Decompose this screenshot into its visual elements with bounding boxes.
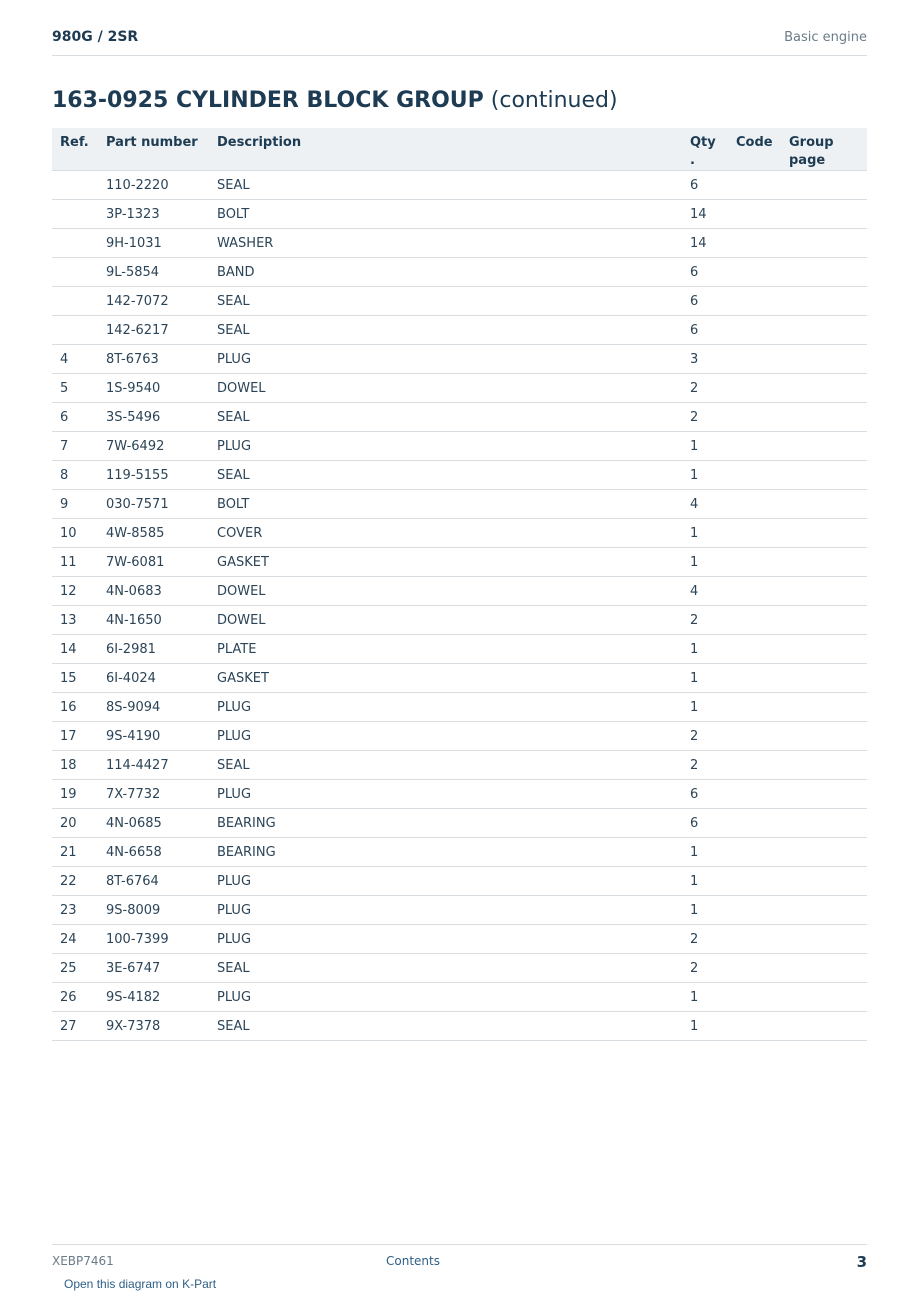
cell-ref (52, 316, 98, 345)
table-row (52, 519, 867, 548)
table-row (52, 374, 867, 403)
cell-qty: 2 (682, 751, 728, 780)
cell-description: BEARING (209, 838, 682, 867)
table-row (52, 954, 867, 983)
table-row (52, 809, 867, 838)
cell-description: BOLT (209, 200, 682, 229)
cell-ref: 12 (52, 577, 98, 606)
table-row (52, 461, 867, 490)
table-row (52, 867, 867, 896)
cell-description: PLUG (209, 896, 682, 925)
cell-part-number: 119-5155 (98, 461, 209, 490)
table-row (52, 490, 867, 519)
cell-description: GASKET (209, 664, 682, 693)
table-row (52, 316, 867, 345)
cell-ref: 26 (52, 983, 98, 1012)
section-label: Basic engine (784, 30, 867, 45)
cell-part-number: 110-2220 (98, 171, 209, 200)
table-row (52, 403, 867, 432)
table-row (52, 983, 867, 1012)
cell-description: PLATE (209, 635, 682, 664)
cell-part-number: 4W-8585 (98, 519, 209, 548)
table-row (52, 432, 867, 461)
cell-part-number: 8T-6763 (98, 345, 209, 374)
cell-code (728, 809, 781, 838)
cell-part-number: 3S-5496 (98, 403, 209, 432)
cell-code (728, 606, 781, 635)
cell-qty: 6 (682, 171, 728, 200)
cell-part-number: 4N-1650 (98, 606, 209, 635)
cell-description: BAND (209, 258, 682, 287)
cell-group-page (781, 229, 867, 258)
cell-qty: 4 (682, 490, 728, 519)
cell-code (728, 229, 781, 258)
cell-code (728, 925, 781, 954)
table-row (52, 606, 867, 635)
cell-group-page (781, 606, 867, 635)
cell-ref: 11 (52, 548, 98, 577)
cell-part-number: 100-7399 (98, 925, 209, 954)
cell-qty: 2 (682, 722, 728, 751)
cell-ref: 20 (52, 809, 98, 838)
cell-part-number: 4N-6658 (98, 838, 209, 867)
table-row (52, 1012, 867, 1041)
cell-code (728, 287, 781, 316)
cell-code (728, 751, 781, 780)
cell-ref: 25 (52, 954, 98, 983)
cell-description: WASHER (209, 229, 682, 258)
cell-qty: 2 (682, 954, 728, 983)
cell-code (728, 577, 781, 606)
table-row (52, 287, 867, 316)
cell-group-page (781, 780, 867, 809)
cell-group-page (781, 374, 867, 403)
cell-code (728, 345, 781, 374)
cell-ref: 13 (52, 606, 98, 635)
cell-part-number: 6I-4024 (98, 664, 209, 693)
cell-group-page (781, 838, 867, 867)
cell-ref: 19 (52, 780, 98, 809)
cell-group-page (781, 432, 867, 461)
page-title (52, 88, 618, 113)
cell-code (728, 374, 781, 403)
cell-part-number: 9S-4182 (98, 983, 209, 1012)
cell-part-number: 6I-2981 (98, 635, 209, 664)
cell-ref: 22 (52, 867, 98, 896)
cell-code (728, 896, 781, 925)
cell-description: PLUG (209, 432, 682, 461)
cell-part-number: 9L-5854 (98, 258, 209, 287)
page-number: 3 (856, 1253, 867, 1271)
cell-qty: 1 (682, 693, 728, 722)
cell-description: SEAL (209, 316, 682, 345)
cell-description: DOWEL (209, 606, 682, 635)
page-header (52, 28, 867, 56)
cell-ref: 14 (52, 635, 98, 664)
cell-code (728, 461, 781, 490)
cell-description: SEAL (209, 171, 682, 200)
cell-group-page (781, 983, 867, 1012)
cell-ref: 10 (52, 519, 98, 548)
cell-part-number: 142-6217 (98, 316, 209, 345)
cell-group-page (781, 664, 867, 693)
cell-description: BOLT (209, 490, 682, 519)
table-row (52, 693, 867, 722)
cell-group-page (781, 548, 867, 577)
cell-qty: 1 (682, 461, 728, 490)
cell-ref (52, 229, 98, 258)
cell-code (728, 432, 781, 461)
cell-group-page (781, 345, 867, 374)
cell-group-page (781, 693, 867, 722)
cell-description: GASKET (209, 548, 682, 577)
cell-part-number: 9H-1031 (98, 229, 209, 258)
cell-code (728, 258, 781, 287)
cell-group-page (781, 751, 867, 780)
cell-qty: 2 (682, 925, 728, 954)
cell-qty: 14 (682, 200, 728, 229)
cell-ref: 18 (52, 751, 98, 780)
table-row (52, 722, 867, 751)
cell-group-page (781, 577, 867, 606)
cell-ref (52, 171, 98, 200)
cell-code (728, 954, 781, 983)
cell-ref: 17 (52, 722, 98, 751)
cell-description: PLUG (209, 983, 682, 1012)
cell-qty: 2 (682, 403, 728, 432)
cell-group-page (781, 867, 867, 896)
cell-qty: 1 (682, 432, 728, 461)
cell-ref: 7 (52, 432, 98, 461)
cell-part-number: 8T-6764 (98, 867, 209, 896)
cell-code (728, 664, 781, 693)
col-code: Code (728, 128, 781, 171)
cell-description: SEAL (209, 403, 682, 432)
cell-qty: 1 (682, 1012, 728, 1041)
cell-description: PLUG (209, 693, 682, 722)
cell-group-page (781, 809, 867, 838)
cell-description: BEARING (209, 809, 682, 838)
cell-ref: 5 (52, 374, 98, 403)
cell-ref (52, 200, 98, 229)
cell-code (728, 693, 781, 722)
cell-ref: 15 (52, 664, 98, 693)
cell-group-page (781, 722, 867, 751)
cell-ref (52, 258, 98, 287)
table-row (52, 229, 867, 258)
table-row (52, 258, 867, 287)
cell-qty: 6 (682, 287, 728, 316)
cell-part-number: 4N-0685 (98, 809, 209, 838)
cell-part-number: 030-7571 (98, 490, 209, 519)
cell-part-number: 9S-8009 (98, 896, 209, 925)
kpart-link[interactable]: Open this diagram on K-Part (64, 1277, 217, 1291)
cell-code (728, 838, 781, 867)
cell-code (728, 1012, 781, 1041)
cell-part-number: 114-4427 (98, 751, 209, 780)
cell-ref: 23 (52, 896, 98, 925)
cell-qty: 1 (682, 838, 728, 867)
cell-group-page (781, 519, 867, 548)
cell-group-page (781, 316, 867, 345)
cell-qty: 1 (682, 664, 728, 693)
cell-description: SEAL (209, 287, 682, 316)
cell-qty: 1 (682, 896, 728, 925)
cell-ref: 9 (52, 490, 98, 519)
parts-table (52, 128, 867, 1041)
cell-description: SEAL (209, 461, 682, 490)
cell-group-page (781, 287, 867, 316)
cell-part-number: 142-7072 (98, 287, 209, 316)
cell-part-number: 9S-4190 (98, 722, 209, 751)
cell-code (728, 635, 781, 664)
cell-part-number: 7W-6081 (98, 548, 209, 577)
cell-description: DOWEL (209, 374, 682, 403)
cell-qty: 6 (682, 780, 728, 809)
cell-ref: 21 (52, 838, 98, 867)
cell-group-page (781, 171, 867, 200)
cell-qty: 1 (682, 867, 728, 896)
cell-part-number: 8S-9094 (98, 693, 209, 722)
cell-group-page (781, 925, 867, 954)
group-title: 163-0925 CYLINDER BLOCK GROUP (52, 88, 484, 113)
cell-group-page (781, 258, 867, 287)
cell-ref: 4 (52, 345, 98, 374)
continued-label: (continued) (490, 88, 618, 113)
cell-qty: 1 (682, 548, 728, 577)
table-row (52, 171, 867, 200)
cell-group-page (781, 403, 867, 432)
cell-ref: 16 (52, 693, 98, 722)
cell-qty: 14 (682, 229, 728, 258)
col-description: Description (209, 128, 682, 171)
cell-part-number: 7W-6492 (98, 432, 209, 461)
table-header-row (52, 128, 867, 171)
cell-code (728, 983, 781, 1012)
table-row (52, 925, 867, 954)
cell-description: PLUG (209, 345, 682, 374)
contents-link[interactable]: Contents (386, 1254, 440, 1268)
cell-group-page (781, 490, 867, 519)
cell-code (728, 316, 781, 345)
cell-group-page (781, 461, 867, 490)
table-row (52, 548, 867, 577)
cell-part-number: 7X-7732 (98, 780, 209, 809)
cell-part-number: 4N-0683 (98, 577, 209, 606)
cell-part-number: 3E-6747 (98, 954, 209, 983)
col-ref: Ref. (52, 128, 98, 171)
cell-description: SEAL (209, 954, 682, 983)
cell-description: PLUG (209, 925, 682, 954)
cell-part-number: 9X-7378 (98, 1012, 209, 1041)
table-row (52, 664, 867, 693)
cell-part-number: 1S-9540 (98, 374, 209, 403)
cell-qty: 1 (682, 983, 728, 1012)
cell-group-page (781, 1012, 867, 1041)
cell-qty: 2 (682, 374, 728, 403)
cell-code (728, 548, 781, 577)
col-group-page: Group page (781, 128, 867, 171)
cell-qty: 6 (682, 258, 728, 287)
cell-description: DOWEL (209, 577, 682, 606)
cell-code (728, 200, 781, 229)
cell-qty: 2 (682, 606, 728, 635)
table-row (52, 577, 867, 606)
model-label: 980G / 2SR (52, 29, 139, 45)
cell-group-page (781, 896, 867, 925)
table-row (52, 635, 867, 664)
cell-ref (52, 287, 98, 316)
cell-ref: 6 (52, 403, 98, 432)
cell-description: COVER (209, 519, 682, 548)
cell-qty: 4 (682, 577, 728, 606)
cell-code (728, 171, 781, 200)
cell-code (728, 403, 781, 432)
page-footer (52, 1244, 867, 1275)
table-row (52, 780, 867, 809)
cell-ref: 24 (52, 925, 98, 954)
cell-code (728, 722, 781, 751)
cell-group-page (781, 200, 867, 229)
table-row (52, 200, 867, 229)
cell-qty: 6 (682, 809, 728, 838)
table-row (52, 896, 867, 925)
table-row (52, 345, 867, 374)
cell-description: SEAL (209, 1012, 682, 1041)
cell-code (728, 867, 781, 896)
cell-qty: 1 (682, 635, 728, 664)
cell-group-page (781, 635, 867, 664)
col-qty: Qty . (682, 128, 728, 171)
table-row (52, 838, 867, 867)
cell-code (728, 780, 781, 809)
cell-ref: 27 (52, 1012, 98, 1041)
cell-qty: 3 (682, 345, 728, 374)
cell-code (728, 490, 781, 519)
document-id: XEBP7461 (52, 1254, 114, 1268)
cell-description: PLUG (209, 867, 682, 896)
cell-description: PLUG (209, 722, 682, 751)
cell-part-number: 3P-1323 (98, 200, 209, 229)
cell-ref: 8 (52, 461, 98, 490)
cell-description: PLUG (209, 780, 682, 809)
cell-qty: 1 (682, 519, 728, 548)
col-part-number: Part number (98, 128, 209, 171)
cell-code (728, 519, 781, 548)
table-row (52, 751, 867, 780)
cell-group-page (781, 954, 867, 983)
cell-description: SEAL (209, 751, 682, 780)
cell-qty: 6 (682, 316, 728, 345)
